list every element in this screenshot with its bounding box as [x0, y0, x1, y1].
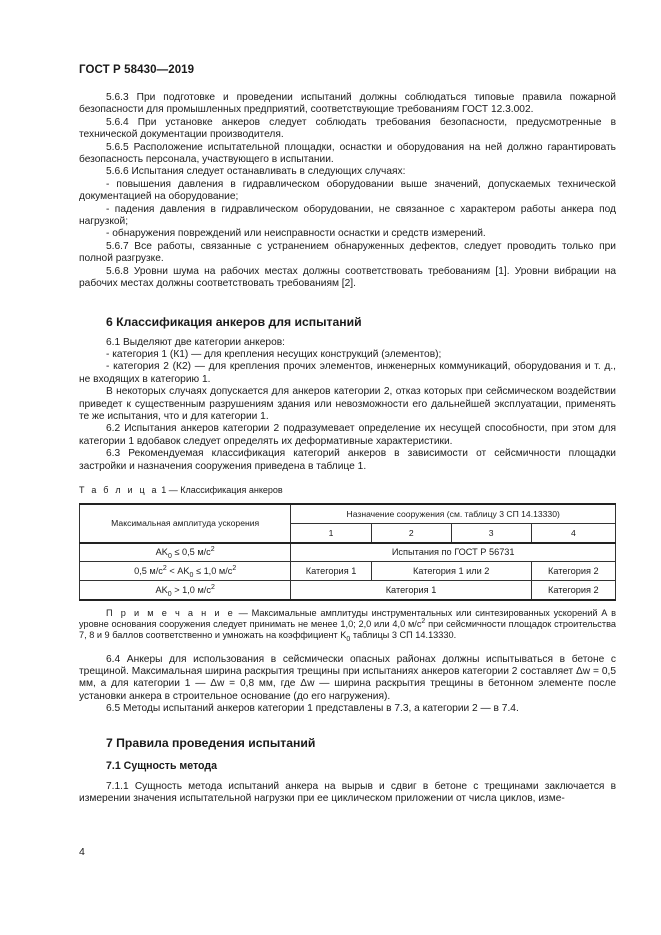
paragraph-7-1-1: 7.1.1 Сущность метода испытаний анкера на вырыв и сдвиг в бетоне с трещинами заключается в измерении значения испытательной нагрузки при ее циклическом приложении от числа циклов, изме- — [79, 780, 616, 805]
document-header: ГОСТ Р 58430—2019 — [79, 64, 195, 76]
table-note: П р и м е ч а н и е — Максимальные амплитуды инструментальных или синтезированных ускорений А в уровне основания сооружения следует принимать не менее 1,0; 2,0 или 4,0 $м/с^2$ при сейсмичности площадок строительства 7, 8 и 9 баллов соответственно и умножать на коэффициент $K_0$ таблицы 3 СП 14.13330. — [79, 607, 616, 644]
table-header-acceleration: Максимальная амплитуда ускорения — [80, 504, 291, 543]
table-col-1: 1 — [291, 524, 371, 543]
list-item: - категория 2 (К2) — для крепления прочих элементов, инженерных коммуникаций, оборудования и т. д., не входящих в категорию 1. — [79, 361, 616, 385]
table-caption: Т а б л и ц а 1 — Классификация анкеров — [79, 484, 283, 495]
paragraph-5-6-8: 5.6.8 Уровни шума на рабочих местах должны соответствовать требованиям [1]. Уровни вибрации на рабочих местах должны соответствовать требованиям [2]. — [79, 265, 616, 290]
page-number: 4 — [79, 846, 85, 858]
list-item: - повышения давления в гидравлическом оборудовании выше значений, допускаемых технической документацией на оборудование; — [79, 178, 616, 203]
table-cell-acceleration: $AK_0 \le 0,5$ $м/с^2$ — [80, 543, 291, 562]
table-cell: Категория 1 или 2 — [371, 562, 531, 581]
paragraph-5-6-5: 5.6.5 Расположение испытательной площадки, оснастки и оборудования на ней должно гарантировать безопасность персонала, участвующего в испытании. — [79, 141, 616, 166]
list-item: - категория 1 (К1) — для крепления несущих конструкций (элементов); — [106, 348, 442, 360]
list-item: - падения давления в гидравлическом оборудовании, не связанное с характером работы анкера под нагрузкой; — [79, 203, 616, 228]
table-cell: Категория 2 — [531, 581, 615, 600]
paragraph-5-6-6: 5.6.6 Испытания следует останавливать в следующих случаях: — [106, 166, 406, 178]
paragraph-6-5: 6.5 Методы испытаний анкеров категории 1 представлены в 7.3, а категории 2 — в 7.4. — [106, 703, 519, 715]
table-cell-acceleration: $AK_0 > 1,0$ $м/с^2$ — [80, 581, 291, 600]
section-7-1-title: 7.1 Сущность метода — [106, 759, 218, 772]
classification-table — [79, 503, 616, 602]
page-body — [79, 92, 616, 805]
paragraph-5-6-4: 5.6.4 При установке анкеров следует соблюдать требования безопасности, предусмотренные в технической документации производителя. — [79, 116, 616, 141]
paragraph-6-3: 6.3 Рекомендуемая классификация категорий анкеров в зависимости от сейсмичности площадки застройки и назначения сооружения приведена в таблице 1. — [79, 448, 616, 472]
paragraph-6-4: 6.4 Анкеры для использования в сейсмически опасных районах должны испытываться в бетоне с трещиной. Максимальная ширина раскрытия трещины при испытаниях анкеров категории 2 составляет Δw = 0,5 мм, а для категории 1 — Δw = 0,8 мм, где Δw — ширина раскрытия трещины в бетонном элементе после установки анкера в строительное основание (до его нагружения). — [79, 653, 616, 702]
paragraph-5-6-7: 5.6.7 Все работы, связанные с устранением обнаруженных дефектов, следует проводить только при полной разгрузке. — [79, 240, 616, 265]
table-row — [80, 562, 616, 581]
table-row — [80, 581, 616, 600]
section-7-title: 7 Правила проведения испытаний — [106, 735, 316, 750]
table-col-2: 2 — [371, 524, 451, 543]
paragraph-6-1: 6.1 Выделяют две категории анкеров: — [106, 336, 285, 348]
table-row — [80, 543, 616, 562]
paragraph-6-1-note: В некоторых случаях допускается для анкеров категории 2, отказ которых при сейсмическом воздействии приведет к существенным разрушениям здания или невозможности его дальнейшей эксплуатации, применять те же испытания, что и для категории 1. — [79, 386, 616, 422]
table-cell: Испытания по ГОСТ Р 56731 — [291, 543, 616, 562]
paragraph-6-2: 6.2 Испытания анкеров категории 2 подразумевает определение их несущей способности, при этом для категории 1 вдобавок следует определять их деформативные характеристики. — [79, 423, 616, 447]
paragraph-5-6-3: 5.6.3 При подготовке и проведении испытаний должны соблюдаться типовые правила пожарной безопасности для промышленных предприятий, соответствующие требованиям ГОСТ 12.3.002. — [79, 92, 616, 116]
table-cell: Категория 1 — [291, 562, 371, 581]
table-col-4: 4 — [531, 524, 615, 543]
list-item: - обнаружения повреждений или неисправности оснастки и средств измерений. — [106, 228, 486, 240]
table-cell-acceleration: 0,5 $м/с^2 < AK_0 \le 1,0$ $м/с^2$ — [80, 562, 291, 581]
section-6-title: 6 Классификация анкеров для испытаний — [106, 314, 362, 329]
table-header-purpose: Назначение сооружения (см. таблицу 3 СП 14.13330) — [291, 504, 616, 524]
table-col-3: 3 — [451, 524, 531, 543]
table-cell: Категория 2 — [531, 562, 615, 581]
table-cell: Категория 1 — [291, 581, 531, 600]
